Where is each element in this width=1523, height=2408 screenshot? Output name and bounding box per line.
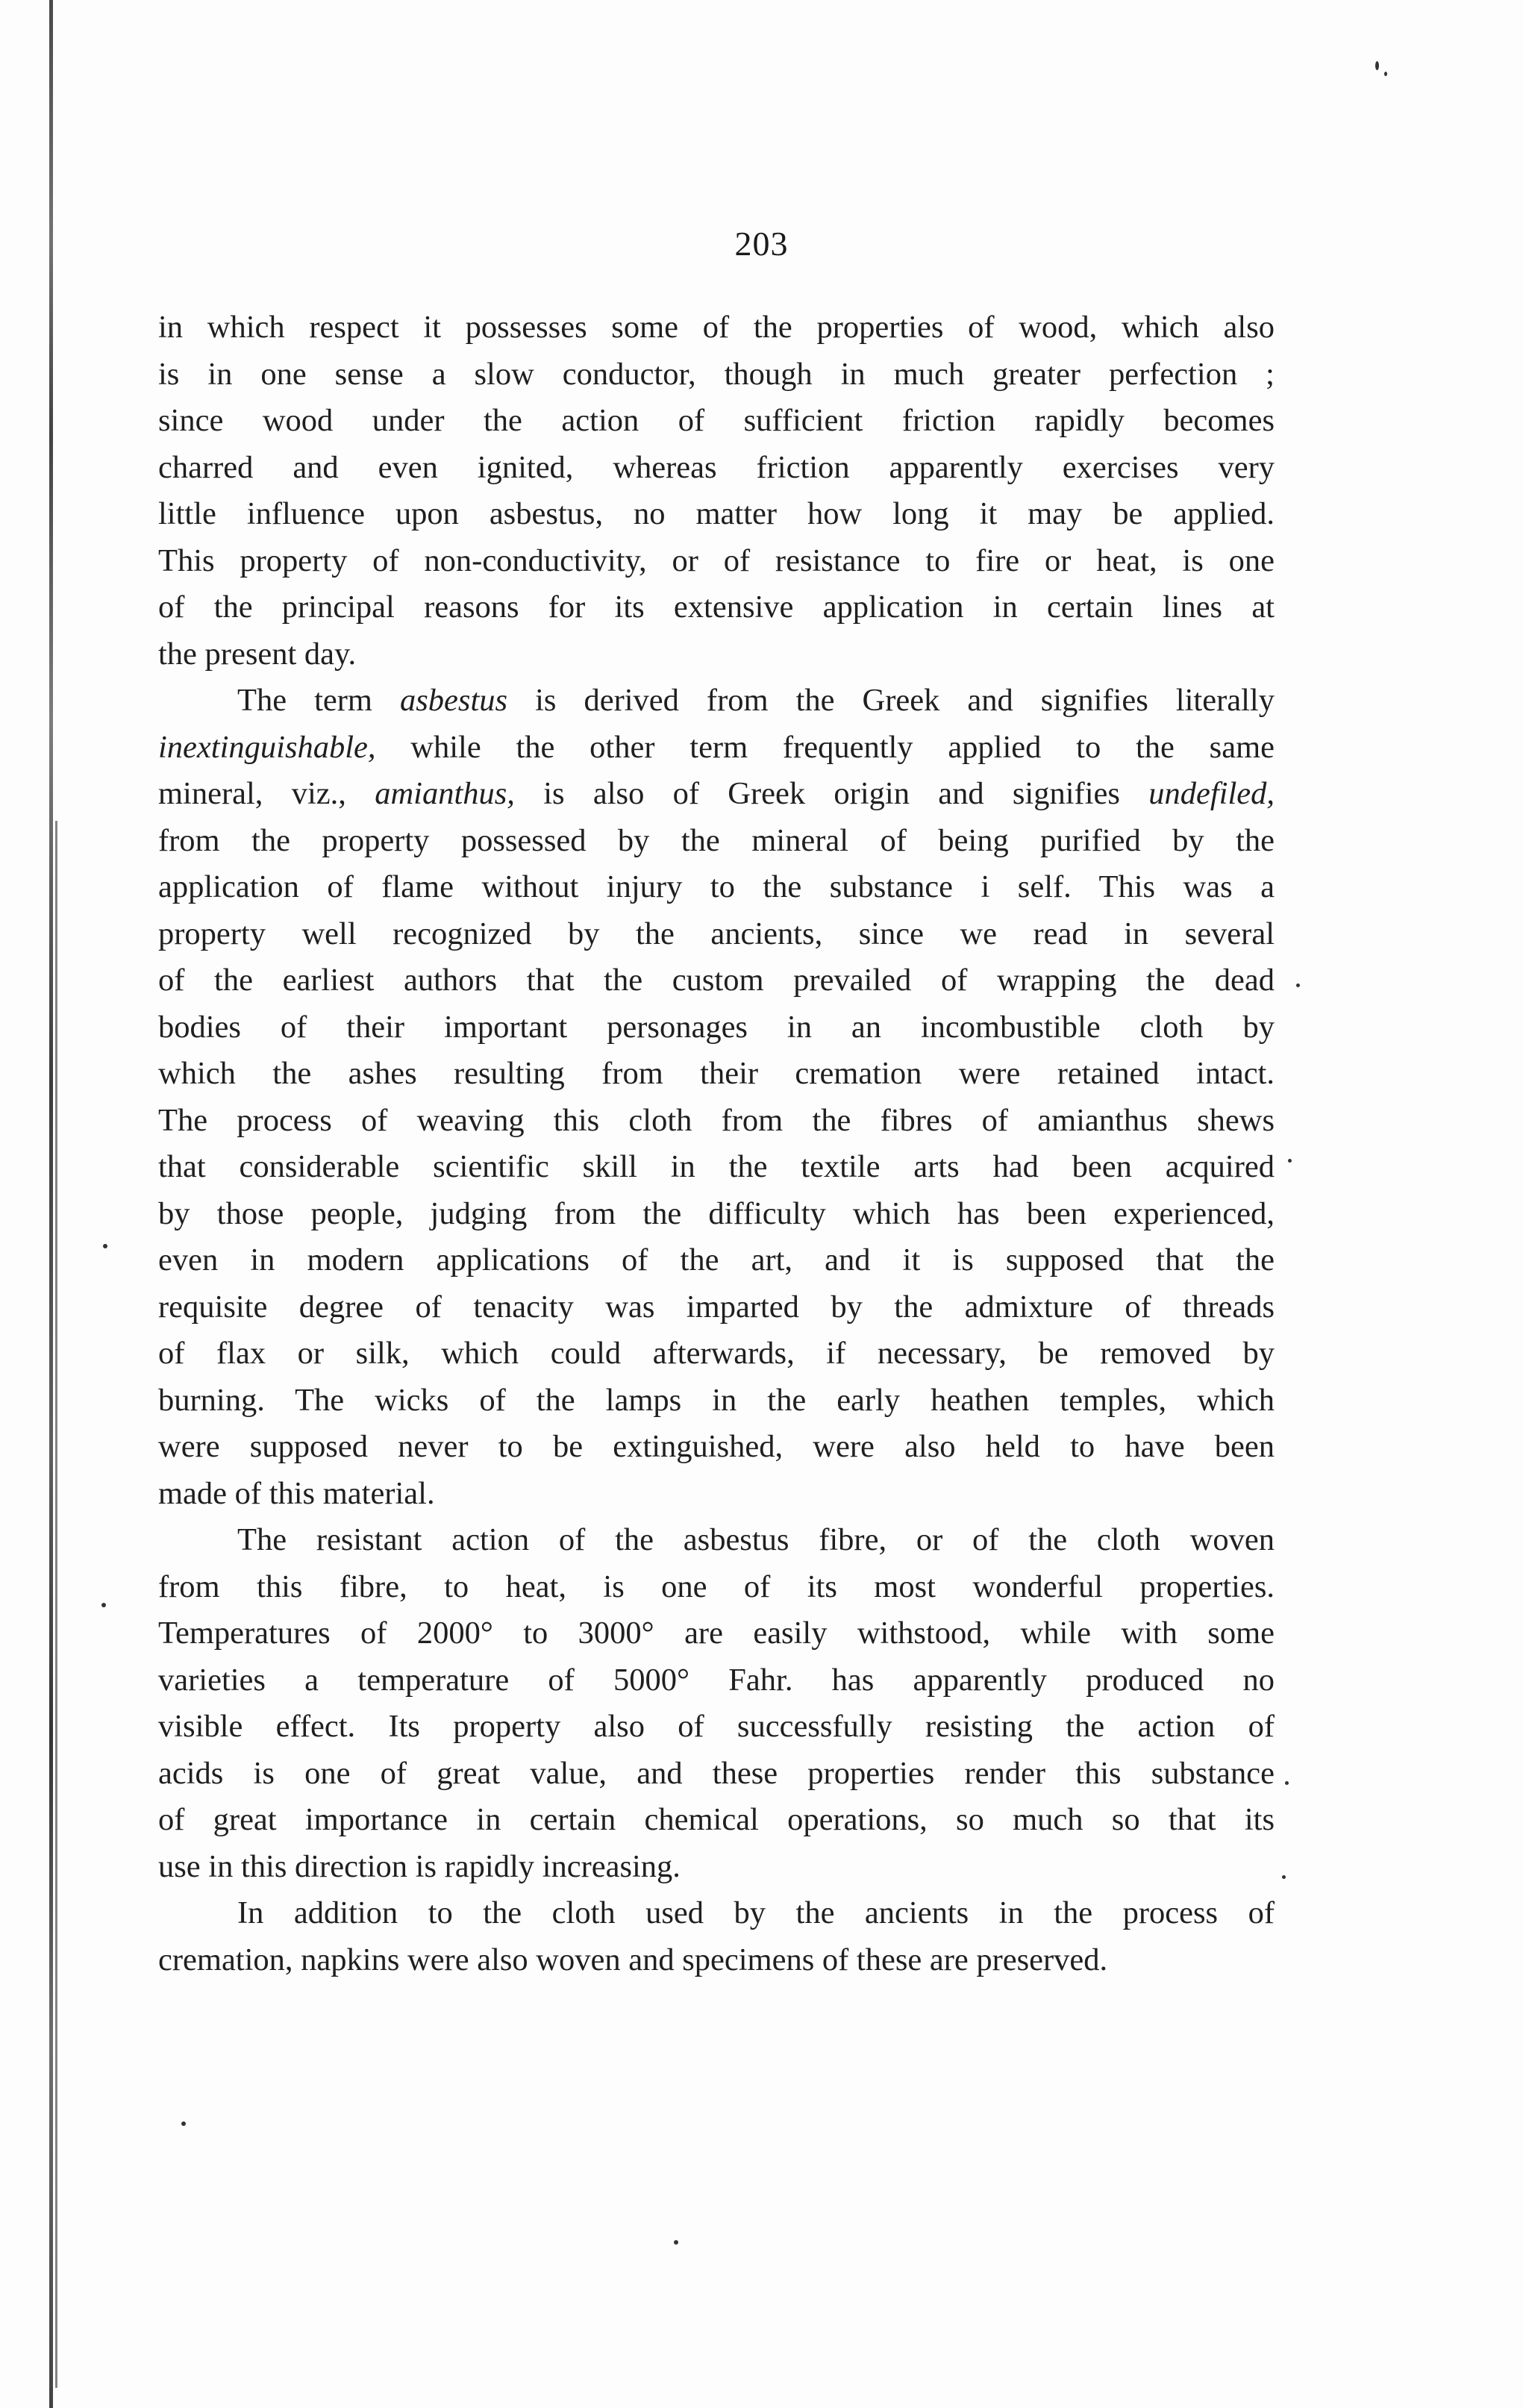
text-run: mineral, viz., <box>158 776 375 811</box>
text-run: of flax or silk, which could afterwards, if necessary, be removed by <box>158 1336 1275 1371</box>
scan-speck <box>181 2121 186 2126</box>
text-run: In addition to the cloth used by the ancients in the process of <box>237 1895 1275 1930</box>
text-run: application of flame without injury to the substance i self. This was a <box>158 869 1275 904</box>
text-line <box>158 1797 1275 1844</box>
body-text <box>158 304 1275 1983</box>
paragraph <box>158 678 1275 1517</box>
scan-speck <box>674 2240 678 2245</box>
text-line <box>158 1937 1275 1984</box>
text-run: acids is one of great value, and these properties render this substance <box>158 1755 1275 1791</box>
text-run: is derived from the Greek and signifies literally <box>507 683 1275 718</box>
scan-speck <box>1288 1159 1292 1163</box>
text-line <box>158 1704 1275 1751</box>
text-run: bodies of their important personages in an incombustible cloth by <box>158 1009 1275 1045</box>
text-line <box>158 1330 1275 1377</box>
text-line <box>158 1610 1275 1657</box>
text-line <box>158 584 1275 631</box>
italic-term: inextinguishable, <box>158 729 376 765</box>
text-line <box>158 1890 1275 1937</box>
text-line <box>158 1051 1275 1098</box>
text-line <box>158 304 1275 351</box>
text-run: the present day. <box>158 636 357 672</box>
text-line <box>158 771 1275 818</box>
text-run: in which respect it possesses some of the properties of wood, which also <box>158 310 1275 345</box>
text-line <box>158 351 1275 398</box>
text-line <box>158 1751 1275 1798</box>
text-run: of the principal reasons for its extensive application in certain lines at <box>158 590 1275 625</box>
text-line <box>158 1284 1275 1331</box>
text-line <box>158 864 1275 911</box>
binding-edge-shadow-inner <box>55 821 57 2388</box>
text-line <box>158 1144 1275 1191</box>
text-run: is also of Greek origin and signifies <box>514 776 1149 811</box>
scan-speck <box>101 1603 106 1607</box>
text-line <box>158 1424 1275 1471</box>
text-run: burning. The wicks of the lamps in the early heathen temples, which <box>158 1382 1275 1418</box>
text-line <box>158 1191 1275 1238</box>
text-run: made of this material. <box>158 1475 435 1511</box>
italic-term: asbestus <box>400 683 508 718</box>
text-run: charred and even ignited, whereas friction apparently exercises very <box>158 449 1275 485</box>
scan-speck <box>1285 1781 1289 1785</box>
italic-term: undefiled, <box>1148 776 1275 811</box>
text-run: since wood under the action of sufficient friction rapidly becomes <box>158 403 1275 438</box>
text-line <box>158 1657 1275 1704</box>
text-line <box>158 1237 1275 1284</box>
text-run: The term <box>237 683 401 718</box>
text-line <box>158 1471 1275 1518</box>
text-run: from this fibre, to heat, is one of its most wonderful properties. <box>158 1569 1275 1604</box>
text-line <box>158 1004 1275 1051</box>
text-run: Temperatures of 2000° to 3000° are easily withstood, while with some <box>158 1616 1275 1651</box>
text-run: The process of weaving this cloth from the fibres of amianthus shews <box>158 1102 1275 1138</box>
text-line <box>158 957 1275 1004</box>
text-run: varieties a temperature of 5000° Fahr. has apparently produced no <box>158 1662 1275 1698</box>
page-number: 203 <box>734 225 789 263</box>
scan-speck <box>103 1244 107 1248</box>
paragraph <box>158 304 1275 678</box>
text-line <box>158 631 1275 678</box>
paragraph <box>158 1517 1275 1890</box>
text-line <box>158 1564 1275 1611</box>
text-run: while the other term frequently applied to the same <box>375 729 1275 765</box>
text-run: This property of non-conductivity, or of resistance to fire or heat, is one <box>158 542 1275 578</box>
text-run: were supposed never to be extinguished, were also held to have been <box>158 1429 1275 1464</box>
text-run: from the property possessed by the mineral of being purified by the <box>158 822 1275 858</box>
text-run: of the earliest authors that the custom prevailed of wrapping the dead <box>158 963 1275 998</box>
text-line <box>158 538 1275 585</box>
text-run: visible effect. Its property also of successfully resisting the action of <box>158 1709 1275 1744</box>
text-line <box>158 911 1275 958</box>
scan-speck <box>1296 983 1300 987</box>
binding-edge-shadow <box>49 0 53 2408</box>
paragraph <box>158 1890 1275 1983</box>
text-line <box>158 1098 1275 1145</box>
scan-speck <box>1384 72 1387 76</box>
text-line <box>158 1377 1275 1425</box>
text-run: by those people, judging from the difficulty which has been experienced, <box>158 1195 1275 1231</box>
text-line <box>158 445 1275 492</box>
italic-term: amianthus, <box>375 776 515 811</box>
text-run: cremation, napkins were also woven and specimens of these are preserved. <box>158 1942 1108 1977</box>
text-run: of great importance in certain chemical operations, so much so that its <box>158 1802 1275 1837</box>
text-line <box>158 1844 1275 1891</box>
text-run: which the ashes resulting from their cremation were retained intact. <box>158 1056 1275 1091</box>
text-line <box>158 1517 1275 1564</box>
text-run: is in one sense a slow conductor, though in much greater perfection ; <box>158 356 1275 392</box>
text-run: even in modern applications of the art, and it is supposed that the <box>158 1242 1275 1278</box>
text-run: that considerable scientific skill in the textile arts had been acquired <box>158 1149 1275 1184</box>
text-run: requisite degree of tenacity was imparted by the admixture of threads <box>158 1289 1275 1325</box>
text-line <box>158 491 1275 538</box>
text-run: property well recognized by the ancients, since we read in several <box>158 916 1275 951</box>
text-run: use in this direction is rapidly increasing. <box>158 1848 681 1884</box>
scan-speck <box>1375 61 1379 70</box>
text-line <box>158 725 1275 772</box>
text-line <box>158 818 1275 865</box>
text-run: little influence upon asbestus, no matter how long it may be applied. <box>158 496 1275 531</box>
text-line <box>158 678 1275 725</box>
text-run: The resistant action of the asbestus fibre, or of the cloth woven <box>237 1522 1275 1557</box>
scan-speck <box>1282 1875 1286 1879</box>
text-line <box>158 398 1275 445</box>
